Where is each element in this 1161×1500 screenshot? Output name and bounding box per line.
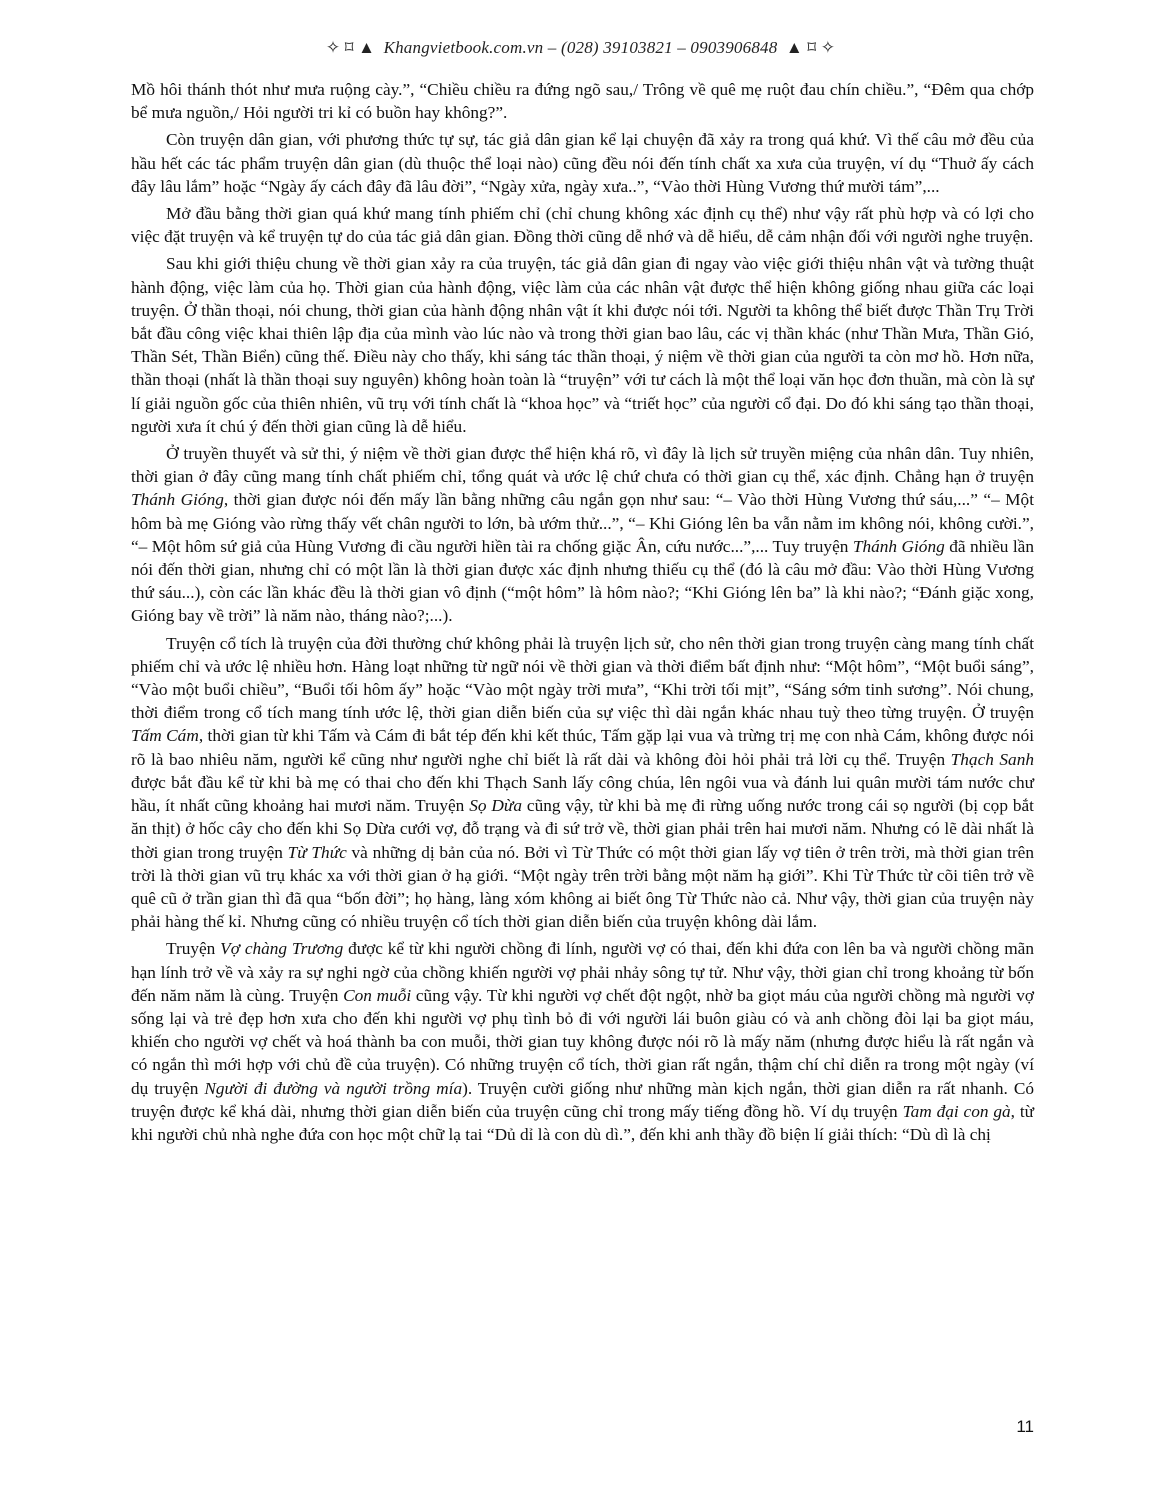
story-title: Tam đại con gà: [902, 1101, 1011, 1121]
paragraph-text: và những dị bản của nó. Bởi vì Từ Thức có một thời gian lấy vợ tiên ở trên trời, mà thời gian trên trời là thời gian vũ trụ khác xa với thời gian ở hạ giới. “Một ngày trên trời bằng một năm hạ giới”. Khi Từ Thức từ cõi tiên trở về quê cũ ở trần gian thì đã qua “bốn đời”; họ hàng, làng xóm không ai biết ông Từ Thức nào cả. Như vậy, thời gian của truyện này phải hàng thế kỉ. Nhưng cũng có nhiều truyện cổ tích thời gian diễn biến của truyện không dài lắm.: [131, 842, 1034, 932]
page-header: [0, 38, 1161, 58]
paragraph-text: cũng vậy, từ khi bà mẹ đi rừng uống nước trong cái sọ người (bị cọp bắt ăn thịt) ở hốc cây cho đến khi Sọ Dừa cưới vợ, đỗ trạng và đi sứ trở về, thời gian phải trên hai mươi năm. Nhưng có lẽ dài nhất là thời gian trong truyện: [131, 796, 1034, 862]
paragraph-text: được bắt đầu kể từ khi bà mẹ có thai cho đến khi Thạch Sanh lấy công chúa, lên ngôi vua và đánh lui quân mười tám nước chư hầu, ít nhất cũng khoảng hai mươi năm. Truyện: [131, 772, 1034, 816]
paragraph: [131, 202, 1034, 248]
story-title: Thánh Gióng: [852, 536, 945, 556]
story-title: Thạch Sanh: [950, 749, 1034, 769]
story-title: Sọ Dừa: [469, 796, 522, 816]
paragraph-text: Ở truyền thuyết và sử thi, ý niệm về thời gian được thể hiện khá rõ, vì đây là lịch sử truyền miệng của nhân dân. Tuy nhiên, thời gian ở đây cũng mang tính chất phiếm chỉ, tổng quát và ước lệ chứ chưa có thời gian cụ thể, xác định. Chẳng hạn ở truyện: [131, 444, 1034, 487]
paragraph: [131, 442, 1034, 628]
paragraph-text: Sau khi giới thiệu chung về thời gian xảy ra của truyện, tác giả dân gian đi ngay vào việc giới thiệu nhân vật và tường thuật hành động, việc làm của họ. Thời gian của hành động, việc làm của các nhân vật được thể hiện không giống nhau giữa các loại truyện. Ở thần thoại, nói chung, thời gian của hành động nhân vật ít khi được nói tới. Người ta không thể biết được Thần Trụ Trời bắt đầu công việc khai thiên lập địa của mình vào lúc nào và trong thời gian bao lâu, các vị thần khác (như Thần Mưa, Thần Gió, Thần Sét, Thần Biển) cũng thế. Điều này cho thấy, khi sáng tác thần thoại, ý niệm về thời gian của người ta còn mơ hồ. Hơn nữa, thần thoại (nhất là thần thoại suy nguyên) không hoàn toàn là “truyện” với tư cách là một thể loại văn học đơn thuần, mà còn là sự lí giải nguồn gốc của thiên nhiên, vũ trụ với tính chất là “khoa học” và “triết học” của người cổ đại. Do đó khi sáng tạo thần thoại, người xưa ít chú ý đến thời gian cũng là dễ hiểu.: [131, 254, 1034, 436]
paragraph: [131, 128, 1034, 198]
story-title: Con muỗi: [343, 985, 412, 1005]
header-text: Khangvietbook.com.vn – (028) 39103821 – 0903906848: [383, 38, 778, 57]
paragraph-text: ). Truyện cười giống như những màn kịch ngắn, thời gian diễn ra rất nhanh. Có truyện được kể khá dài, nhưng thời gian diễn biến của truyện cũng chỉ trong mấy tiếng đồng hồ. Ví dụ truyện: [131, 1078, 1034, 1121]
story-title: Tấm Cám: [131, 726, 199, 746]
header-ornament-left: ✧ ⌑ ▲: [325, 38, 376, 57]
story-title: Người đi đường và người trồng mía: [204, 1078, 463, 1098]
story-title: Thánh Gióng: [131, 490, 224, 510]
paragraph: [131, 937, 1034, 1146]
paragraph-text: , thời gian được nói đến mấy lần bằng những câu ngắn gọn như sau: “– Vào thời Hùng Vương thứ sáu,...” “– Một hôm bà mẹ Gióng vào rừng thấy vết chân người to lớn, bà ướm thử...”, “– Khi Gióng lên ba vẫn nằm im không nói, không cười.”, “– Một hôm sứ giả của Hùng Vương đi cầu người hiền tài ra chống giặc Ân, cứu nước...”,... Tuy truyện: [131, 490, 1034, 556]
paragraph-text: , từ khi người chủ nhà nghe đứa con học một chữ lạ tai “Dủ dỉ là con dù dì.”, đến khi anh thầy đồ biện lí giải thích: “Dù dì là chị: [131, 1101, 1034, 1144]
paragraph-text: Mồ hôi thánh thót như mưa ruộng cày.”, “Chiều chiều ra đứng ngõ sau,/ Trông về quê mẹ ruột đau chín chiều.”, “Đêm qua chớp bể mưa nguồn,/ Hỏi người tri kỉ có buồn hay không?”.: [131, 80, 1034, 123]
paragraph-text: Còn truyện dân gian, với phương thức tự sự, tác giả dân gian kể lại chuyện đã xảy ra trong quá khứ. Vì thế câu mở đều của hầu hết các tác phẩm truyện dân gian (dù thuộc thể loại nào) cũng đều nói đến tính chất xa xưa của truyện, ví dụ “Thuở ấy cách đây lâu lắm” hoặc “Ngày ấy cách đây đã lâu đời”, “Ngày xửa, ngày xưa..”, “Vào thời Hùng Vương thứ mười tám”,...: [131, 130, 1034, 196]
paragraph-text: đã nhiều lần nói đến thời gian, nhưng chỉ có một lần là thời gian được xác định nhưng thiếu cụ thể (đó là câu mở đầu: Vào thời Hùng Vương thứ sáu...), còn các lần khác đều là thời gian vô định (“một hôm” là hôm nào?; “Khi Gióng lên ba” là khi nào?; “Đánh giặc xong, Gióng bay về trời” là năm nào, tháng nào?;...).: [131, 536, 1034, 626]
paragraph: [131, 78, 1034, 124]
paragraph-text: cũng vậy. Từ khi người vợ chết đột ngột, nhờ ba giọt máu của người chồng mà người vợ sống lại và trẻ đẹp hơn xưa cho đến khi người vợ phụ tình bỏ đi với người lái buôn giàu có và anh chồng đòi lại ba giọt máu, khiến cho người vợ chết và hoá thành ba con muỗi, thời gian tuy không được nói rõ là mấy năm (nhưng được hiểu là rất ngắn và có ngắn thì mới hợp với chủ đề của truyện). Có những truyện cổ tích, thời gian rất ngắn, thậm chí chỉ diễn ra trong một ngày (ví dụ truyện: [131, 985, 1034, 1098]
paragraph-text: được kể từ khi người chồng đi lính, người vợ có thai, đến khi đứa con lên ba và người chồng mãn hạn lính trở về và xảy ra sự nghi ngờ của chồng khiến người vợ phải nhảy sông tự tử. Như vậy, thời gian chỉ trong khoảng từ bốn đến năm năm là cùng. Truyện: [131, 939, 1034, 1005]
paragraph-text: Mở đầu bằng thời gian quá khứ mang tính phiếm chỉ (chỉ chung không xác định cụ thể) như vậy rất phù hợp và có lợi cho việc đặt truyện và kể truyện tự do của tác giả dân gian. Đồng thời cũng dễ nhớ và dễ hiểu, dễ cảm nhận đối với người nghe truyện.: [131, 204, 1034, 247]
body-text: [131, 78, 1034, 1150]
story-title: Từ Thức: [287, 842, 347, 862]
paragraph-text: Truyện cổ tích là truyện của đời thường chứ không phải là truyện lịch sử, cho nên thời gian trong truyện càng mang tính chất phiếm chỉ và ước lệ nhiều hơn. Hàng loạt những từ ngữ nói về thời gian và thời điểm bất định như: “Một hôm”, “Một buổi sáng”, “Vào một buổi chiều”, “Buổi tối hôm ấy” hoặc “Vào một ngày trời mưa”, “Khi trời tối mịt”, “Sáng sớm tinh sương”. Nói chung, thời điểm trong cổ tích mang tính ước lệ, thời gian diễn biến của sự việc thì dài ngắn khác nhau tuỳ theo từng truyện. Ở truyện: [131, 633, 1034, 723]
page-number: 11: [1016, 1417, 1034, 1436]
paragraph: [131, 632, 1034, 934]
paragraph-text: , thời gian từ khi Tấm và Cám đi bắt tép đến khi kết thúc, Tấm gặp lại vua và trừng trị mẹ con nhà Cám, không được nói rõ là bao nhiêu năm, người kể cũng như người nghe chỉ biết là rất dài và không đòi hỏi phải trả lời cụ thể. Truyện: [131, 726, 1035, 769]
paragraph: [131, 252, 1034, 438]
header-ornament-right: ▲ ⌑ ✧: [785, 38, 836, 57]
paragraph-text: Truyện: [166, 939, 221, 959]
story-title: Vợ chàng Trương: [220, 939, 344, 959]
